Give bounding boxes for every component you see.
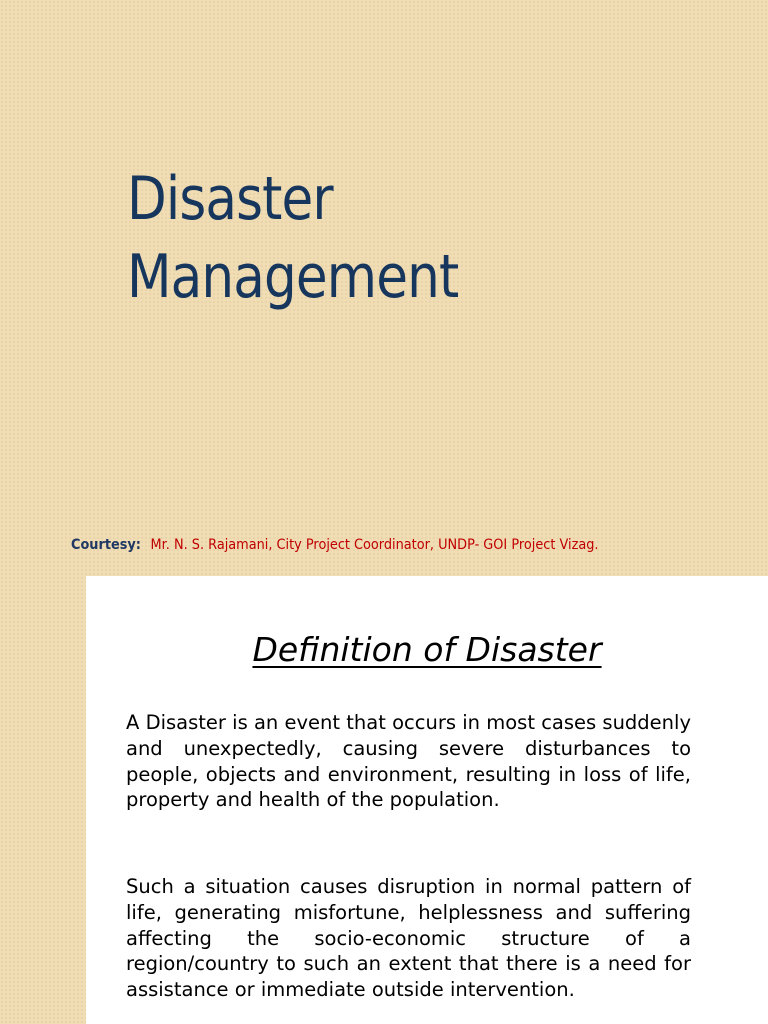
definition-heading: Definition of Disaster [252,630,602,669]
title-line-2: Management [127,242,459,312]
courtesy-label: Courtesy: [71,537,141,553]
title-line-1: Disaster [127,164,333,234]
definition-paragraph-1: A Disaster is an event that occurs in most cases suddenly and unexpectedly, causing severe disturbances to people, objects and environment, resulting in loss of life, property and health of the population. [126,711,691,812]
courtesy-line [71,537,599,553]
content-slide [86,576,768,1024]
definition-paragraph-2: Such a situation causes disruption in normal pattern of life, generating misfortune, helplessness and suffering affecting the socio-economic structure of a region/country to such an extent that there is a need for assistance or immediate outside intervention. [126,875,691,1002]
page-title [127,160,458,316]
courtesy-text: Mr. N. S. Rajamani, City Project Coordinator, UNDP- GOI Project Vizag. [150,537,599,553]
